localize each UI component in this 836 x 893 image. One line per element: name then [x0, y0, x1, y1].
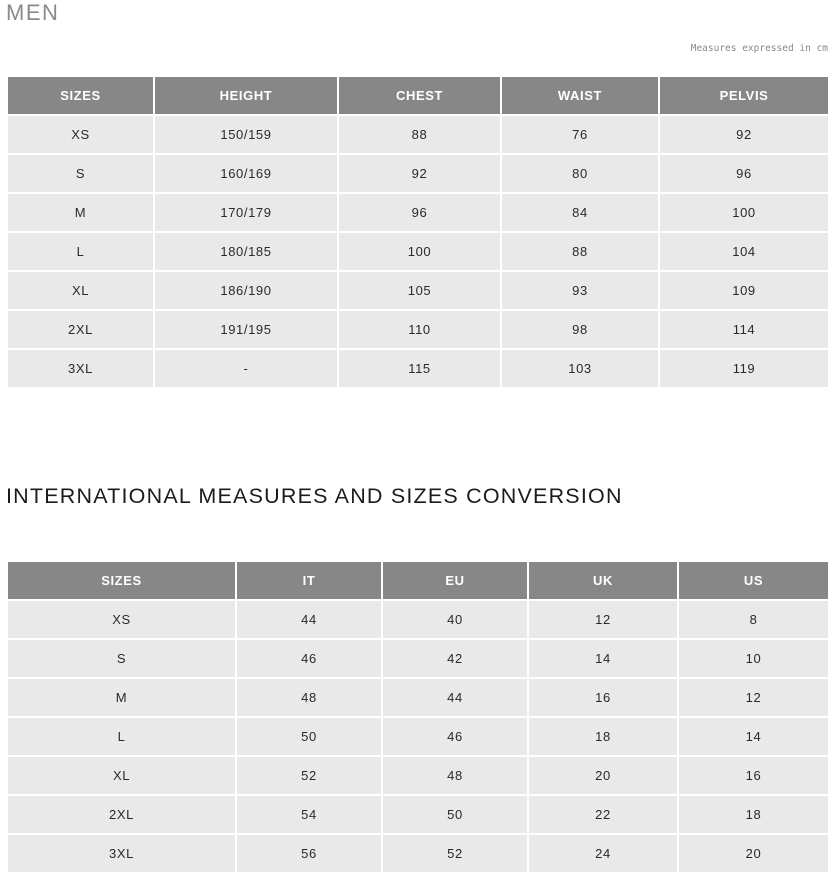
conversion-cell: 24: [528, 834, 678, 873]
conversion-cell: 22: [528, 795, 678, 834]
conversion-cell: 54: [236, 795, 382, 834]
men-cell: 150/159: [154, 115, 338, 154]
men-cell: 76: [501, 115, 659, 154]
men-cell: 114: [659, 310, 829, 349]
conversion-cell: 8: [678, 600, 829, 639]
conversion-section-title: INTERNATIONAL MEASURES AND SIZES CONVERSION: [6, 484, 623, 508]
conversion-cell: 14: [528, 639, 678, 678]
men-cell: 109: [659, 271, 829, 310]
men-cell: 119: [659, 349, 829, 388]
men-column-header: HEIGHT: [154, 76, 338, 115]
conversion-cell: 52: [236, 756, 382, 795]
men-size-table: [6, 75, 830, 389]
conversion-cell: M: [7, 678, 236, 717]
conversion-cell: 50: [382, 795, 528, 834]
table-row: [7, 115, 829, 154]
men-cell: 92: [659, 115, 829, 154]
table-row: [7, 639, 829, 678]
men-cell: 191/195: [154, 310, 338, 349]
conversion-cell: 48: [236, 678, 382, 717]
conversion-column-header: IT: [236, 561, 382, 600]
conversion-cell: XL: [7, 756, 236, 795]
men-column-header: CHEST: [338, 76, 501, 115]
table-row: [7, 349, 829, 388]
men-cell: M: [7, 193, 154, 232]
conversion-cell: 12: [678, 678, 829, 717]
conversion-size-table: [6, 560, 830, 874]
conversion-cell: 50: [236, 717, 382, 756]
conversion-cell: 3XL: [7, 834, 236, 873]
units-note: Measures expressed in cm: [690, 43, 828, 54]
men-cell: 180/185: [154, 232, 338, 271]
men-cell: 93: [501, 271, 659, 310]
table-row: [7, 600, 829, 639]
table-row: [7, 834, 829, 873]
conversion-cell: 42: [382, 639, 528, 678]
men-table-header: [7, 76, 829, 115]
conversion-column-header: US: [678, 561, 829, 600]
men-section-title: MEN: [6, 0, 60, 25]
men-cell: 186/190: [154, 271, 338, 310]
men-cell: 104: [659, 232, 829, 271]
conversion-cell: 16: [678, 756, 829, 795]
table-row: [7, 756, 829, 795]
conversion-cell: 14: [678, 717, 829, 756]
conversion-cell: 46: [236, 639, 382, 678]
table-row: [7, 717, 829, 756]
men-cell: 3XL: [7, 349, 154, 388]
conversion-cell: 56: [236, 834, 382, 873]
conversion-column-header: EU: [382, 561, 528, 600]
conversion-column-header: SIZES: [7, 561, 236, 600]
men-cell: 160/169: [154, 154, 338, 193]
conversion-cell: 12: [528, 600, 678, 639]
men-cell: 100: [338, 232, 501, 271]
men-cell: 88: [501, 232, 659, 271]
men-cell: 170/179: [154, 193, 338, 232]
conversion-cell: 10: [678, 639, 829, 678]
men-cell: L: [7, 232, 154, 271]
table-row: [7, 271, 829, 310]
conversion-cell: 48: [382, 756, 528, 795]
men-cell: 105: [338, 271, 501, 310]
conversion-column-header: UK: [528, 561, 678, 600]
conversion-cell: 40: [382, 600, 528, 639]
men-cell: 84: [501, 193, 659, 232]
conversion-header-row: [7, 561, 829, 600]
men-cell: XL: [7, 271, 154, 310]
conversion-cell: 18: [528, 717, 678, 756]
conversion-cell: 20: [528, 756, 678, 795]
men-header-row: [7, 76, 829, 115]
table-row: [7, 193, 829, 232]
men-column-header: WAIST: [501, 76, 659, 115]
men-cell: 88: [338, 115, 501, 154]
conversion-cell: 46: [382, 717, 528, 756]
conversion-cell: 2XL: [7, 795, 236, 834]
conversion-cell: L: [7, 717, 236, 756]
men-cell: 96: [338, 193, 501, 232]
table-row: [7, 310, 829, 349]
men-cell: XS: [7, 115, 154, 154]
table-row: [7, 232, 829, 271]
men-cell: -: [154, 349, 338, 388]
men-cell: 100: [659, 193, 829, 232]
conversion-cell: 44: [382, 678, 528, 717]
table-row: [7, 678, 829, 717]
table-row: [7, 795, 829, 834]
table-row: [7, 154, 829, 193]
men-cell: 96: [659, 154, 829, 193]
men-cell: 80: [501, 154, 659, 193]
conversion-cell: 44: [236, 600, 382, 639]
men-column-header: SIZES: [7, 76, 154, 115]
men-cell: 92: [338, 154, 501, 193]
conversion-cell: 16: [528, 678, 678, 717]
conversion-cell: XS: [7, 600, 236, 639]
men-cell: 103: [501, 349, 659, 388]
conversion-cell: 52: [382, 834, 528, 873]
conversion-cell: 18: [678, 795, 829, 834]
men-cell: 98: [501, 310, 659, 349]
men-cell: 2XL: [7, 310, 154, 349]
men-cell: 115: [338, 349, 501, 388]
men-cell: S: [7, 154, 154, 193]
conversion-table-header: [7, 561, 829, 600]
men-table-body: [7, 115, 829, 388]
men-cell: 110: [338, 310, 501, 349]
conversion-table-body: [7, 600, 829, 873]
conversion-cell: S: [7, 639, 236, 678]
conversion-cell: 20: [678, 834, 829, 873]
men-column-header: PELVIS: [659, 76, 829, 115]
